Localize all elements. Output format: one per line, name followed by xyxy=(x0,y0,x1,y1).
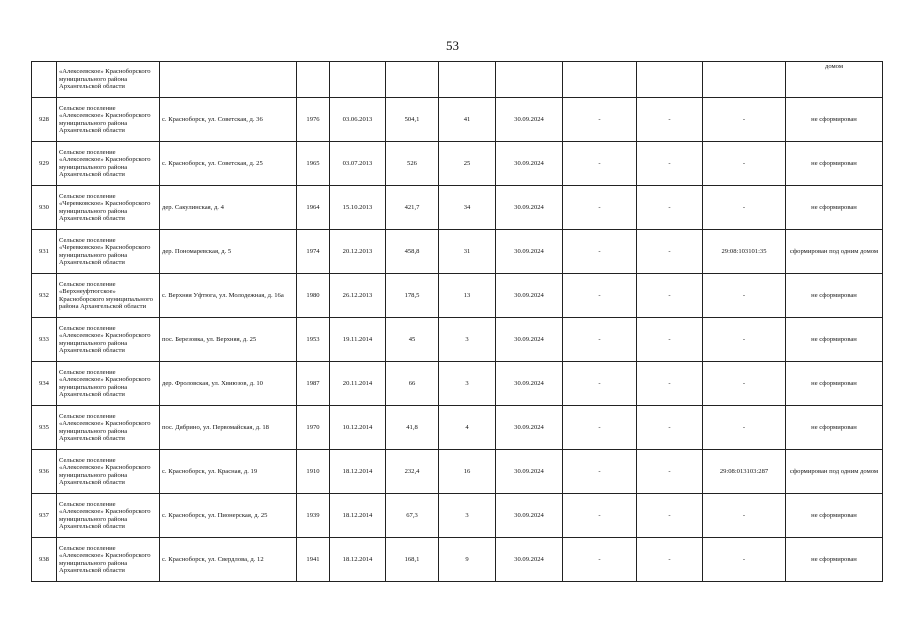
cell-address: дер. Сакулинская, д. 4 xyxy=(160,186,297,230)
cell-d2: - xyxy=(637,538,703,582)
cell-status: не сформирован xyxy=(786,98,883,142)
cell-d1: - xyxy=(563,406,637,450)
cell-date: 03.07.2013 xyxy=(330,142,386,186)
cell-status: не сформирован xyxy=(786,494,883,538)
cell-cadastral: 29:08:013103:287 xyxy=(703,450,786,494)
cell-status: сформирован под одним домом xyxy=(786,450,883,494)
cell-settlement: Сельское поселение «Алексеевское» Красноборского муниципального района Архангельской области xyxy=(57,450,160,494)
cell-status: не сформирован xyxy=(786,274,883,318)
cell-count: 34 xyxy=(439,186,496,230)
cell-cadastral: - xyxy=(703,186,786,230)
cell-address: с. Верхняя Уфтюга, ул. Молодежная, д. 16а xyxy=(160,274,297,318)
table-row xyxy=(32,98,883,142)
cell-date: 18.12.2014 xyxy=(330,494,386,538)
cell-count: 9 xyxy=(439,538,496,582)
cell-d1: - xyxy=(563,538,637,582)
cell-area: 232,4 xyxy=(386,450,439,494)
cell-settlement: Сельское поселение «Алексеевское» Красноборского муниципального района Архангельской области xyxy=(57,98,160,142)
cell-status: домом xyxy=(786,62,883,98)
cell-settlement: Сельское поселение «Алексеевское» Красноборского муниципального района Архангельской области xyxy=(57,142,160,186)
cell-status: не сформирован xyxy=(786,318,883,362)
cell-date: 15.10.2013 xyxy=(330,186,386,230)
cell-d2: - xyxy=(637,274,703,318)
cell-settlement: Сельское поселение «Черевковское» Красноборского муниципального района Архангельской области xyxy=(57,186,160,230)
cell-d1: - xyxy=(563,362,637,406)
cell-deadline: 30.09.2024 xyxy=(496,362,563,406)
cell-deadline: 30.09.2024 xyxy=(496,142,563,186)
cell-settlement: Сельское поселение «Алексеевское» Красноборского муниципального района Архангельской области xyxy=(57,318,160,362)
cell-cadastral: - xyxy=(703,274,786,318)
table-row xyxy=(32,538,883,582)
table-row xyxy=(32,186,883,230)
cell-deadline xyxy=(496,62,563,98)
cell-year: 1980 xyxy=(297,274,330,318)
cell-area: 66 xyxy=(386,362,439,406)
cell-number: 935 xyxy=(32,406,57,450)
cell-area: 67,3 xyxy=(386,494,439,538)
cell-d1 xyxy=(563,62,637,98)
cell-status: не сформирован xyxy=(786,186,883,230)
cell-number: 930 xyxy=(32,186,57,230)
cell-address: дер. Фроловская, ул. Хвиюзов, д. 10 xyxy=(160,362,297,406)
cell-year: 1910 xyxy=(297,450,330,494)
cell-address: с. Красноборск, ул. Пионерская, д. 25 xyxy=(160,494,297,538)
cell-settlement: Сельское поселение «Алексеевское» Красноборского муниципального района Архангельской области xyxy=(57,494,160,538)
cell-count xyxy=(439,62,496,98)
cell-number: 929 xyxy=(32,142,57,186)
cell-d2: - xyxy=(637,318,703,362)
page-number: 53 xyxy=(446,38,459,53)
cell-address: с. Красноборск, ул. Советская, д. 36 xyxy=(160,98,297,142)
cell-cadastral: - xyxy=(703,98,786,142)
table-row-continuation xyxy=(32,62,883,98)
cell-count: 3 xyxy=(439,494,496,538)
cell-address: пос. Дябрино, ул. Первомайская, д. 18 xyxy=(160,406,297,450)
cell-date: 03.06.2013 xyxy=(330,98,386,142)
cell-number: 933 xyxy=(32,318,57,362)
cell-date: 18.12.2014 xyxy=(330,450,386,494)
cell-settlement: Сельское поселение «Верхнеуфтюгское» Красноборского муниципального района Архангельской области xyxy=(57,274,160,318)
cell-deadline: 30.09.2024 xyxy=(496,230,563,274)
cell-d2: - xyxy=(637,450,703,494)
cell-d2: - xyxy=(637,230,703,274)
cell-d1: - xyxy=(563,142,637,186)
cell-area: 168,1 xyxy=(386,538,439,582)
cell-number: 937 xyxy=(32,494,57,538)
cell-d1: - xyxy=(563,450,637,494)
cell-status: не сформирован xyxy=(786,538,883,582)
cell-settlement: Сельское поселение «Черевковское» Красноборского муниципального района Архангельской области xyxy=(57,230,160,274)
cell-deadline: 30.09.2024 xyxy=(496,318,563,362)
cell-date: 10.12.2014 xyxy=(330,406,386,450)
cell-status: сформирован под одним домом xyxy=(786,230,883,274)
cell-year: 1970 xyxy=(297,406,330,450)
cell-date xyxy=(330,62,386,98)
cell-cadastral: - xyxy=(703,494,786,538)
cell-year: 1965 xyxy=(297,142,330,186)
cell-number: 928 xyxy=(32,98,57,142)
cell-year: 1953 xyxy=(297,318,330,362)
cell-d1: - xyxy=(563,98,637,142)
cell-date: 19.11.2014 xyxy=(330,318,386,362)
cell-status: не сформирован xyxy=(786,362,883,406)
cell-d2: - xyxy=(637,362,703,406)
cell-year: 1976 xyxy=(297,98,330,142)
cell-status: не сформирован xyxy=(786,406,883,450)
cell-d1: - xyxy=(563,274,637,318)
cell-number: 931 xyxy=(32,230,57,274)
cell-area: 458,8 xyxy=(386,230,439,274)
cell-cadastral: - xyxy=(703,406,786,450)
cell-area: 526 xyxy=(386,142,439,186)
cell-deadline: 30.09.2024 xyxy=(496,186,563,230)
cell-count: 13 xyxy=(439,274,496,318)
cell-deadline: 30.09.2024 xyxy=(496,450,563,494)
cell-year: 1974 xyxy=(297,230,330,274)
cell-address: пос. Березовка, ул. Верхняя, д. 25 xyxy=(160,318,297,362)
cell-settlement: «Алексеевское» Красноборского муниципального района Архангельской области xyxy=(57,62,160,98)
cell-settlement: Сельское поселение «Алексеевское» Красноборского муниципального района Архангельской области xyxy=(57,538,160,582)
cell-count: 4 xyxy=(439,406,496,450)
cell-date: 20.12.2013 xyxy=(330,230,386,274)
cell-number: 932 xyxy=(32,274,57,318)
cell-area: 45 xyxy=(386,318,439,362)
cell-area xyxy=(386,62,439,98)
cell-count: 3 xyxy=(439,362,496,406)
cell-year: 1941 xyxy=(297,538,330,582)
cell-year: 1939 xyxy=(297,494,330,538)
table-row xyxy=(32,230,883,274)
cell-d2 xyxy=(637,62,703,98)
cell-d1: - xyxy=(563,186,637,230)
cell-number xyxy=(32,62,57,98)
cell-date: 18.12.2014 xyxy=(330,538,386,582)
cell-deadline: 30.09.2024 xyxy=(496,538,563,582)
cell-year xyxy=(297,62,330,98)
cell-count: 41 xyxy=(439,98,496,142)
cell-d1: - xyxy=(563,230,637,274)
cell-deadline: 30.09.2024 xyxy=(496,98,563,142)
cell-settlement: Сельское поселение «Алексеевское» Красноборского муниципального района Архангельской области xyxy=(57,406,160,450)
cell-settlement: Сельское поселение «Алексеевское» Красноборского муниципального района Архангельской области xyxy=(57,362,160,406)
cell-d2: - xyxy=(637,98,703,142)
table-row xyxy=(32,494,883,538)
table-row xyxy=(32,406,883,450)
cell-cadastral: 29:08:103101:35 xyxy=(703,230,786,274)
cell-number: 934 xyxy=(32,362,57,406)
cell-d2: - xyxy=(637,186,703,230)
cell-number: 938 xyxy=(32,538,57,582)
cell-cadastral xyxy=(703,62,786,98)
cell-count: 25 xyxy=(439,142,496,186)
cell-area: 178,5 xyxy=(386,274,439,318)
cell-year: 1987 xyxy=(297,362,330,406)
cell-count: 3 xyxy=(439,318,496,362)
housing-registry-table xyxy=(31,61,883,582)
table-row xyxy=(32,318,883,362)
table-row xyxy=(32,274,883,318)
cell-d2: - xyxy=(637,406,703,450)
cell-number: 936 xyxy=(32,450,57,494)
cell-d2: - xyxy=(637,142,703,186)
cell-area: 41,8 xyxy=(386,406,439,450)
cell-d1: - xyxy=(563,318,637,362)
cell-status: не сформирован xyxy=(786,142,883,186)
cell-date: 26.12.2013 xyxy=(330,274,386,318)
table-row xyxy=(32,362,883,406)
cell-deadline: 30.09.2024 xyxy=(496,274,563,318)
cell-deadline: 30.09.2024 xyxy=(496,406,563,450)
cell-address xyxy=(160,62,297,98)
cell-date: 20.11.2014 xyxy=(330,362,386,406)
table-row xyxy=(32,142,883,186)
cell-cadastral: - xyxy=(703,538,786,582)
cell-cadastral: - xyxy=(703,362,786,406)
table-row xyxy=(32,450,883,494)
cell-count: 31 xyxy=(439,230,496,274)
cell-address: дер. Пономаревская, д. 5 xyxy=(160,230,297,274)
cell-area: 504,1 xyxy=(386,98,439,142)
cell-cadastral: - xyxy=(703,318,786,362)
cell-area: 421,7 xyxy=(386,186,439,230)
cell-count: 16 xyxy=(439,450,496,494)
cell-address: с. Красноборск, ул. Советская, д. 25 xyxy=(160,142,297,186)
cell-year: 1964 xyxy=(297,186,330,230)
cell-d2: - xyxy=(637,494,703,538)
cell-address: с. Красноборск, ул. Свердлова, д. 12 xyxy=(160,538,297,582)
cell-cadastral: - xyxy=(703,142,786,186)
cell-d1: - xyxy=(563,494,637,538)
cell-deadline: 30.09.2024 xyxy=(496,494,563,538)
cell-address: с. Красноборск, ул. Красная, д. 19 xyxy=(160,450,297,494)
